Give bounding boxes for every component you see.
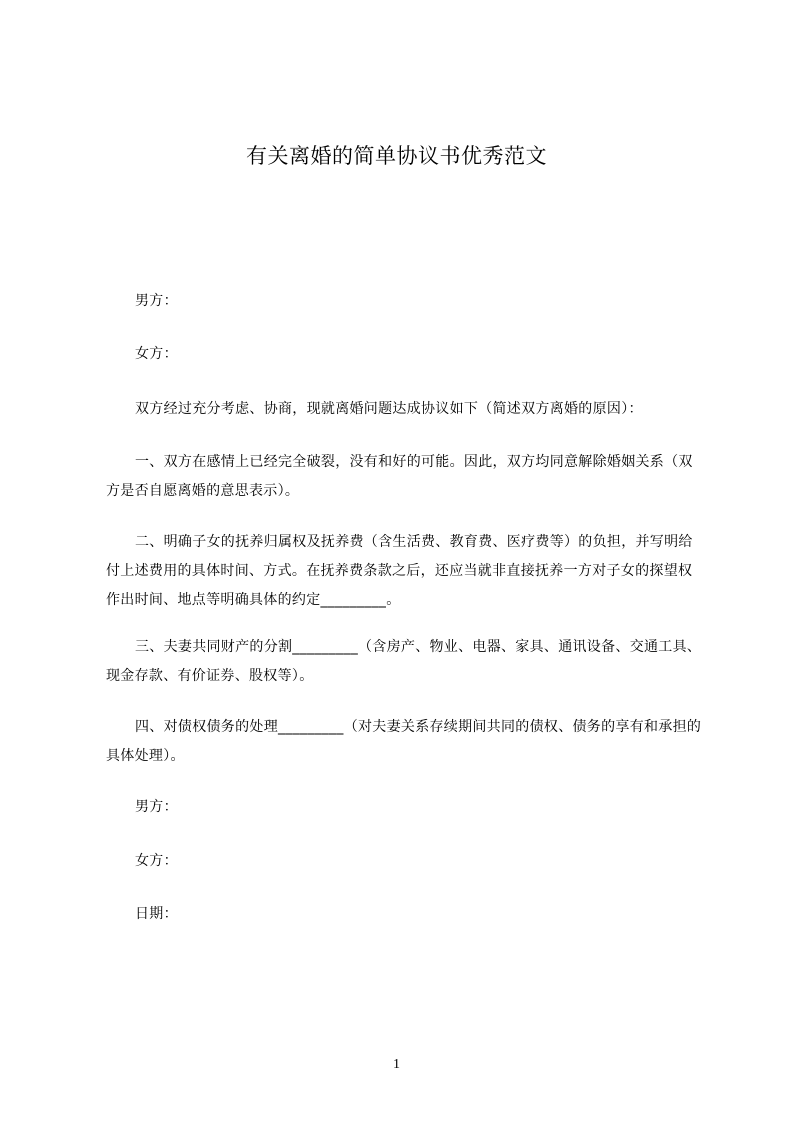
clause-two: 二、明确子女的抚养归属权及抚养费（含生活费、教育费、医疗费等）的负担，并写明给付上述费用的具体时间、方式。在抚养费条款之后，还应当就非直接抚养一方对子女的探望权作出时间、地点等明确具体的约定_________。	[106, 534, 693, 608]
female-signature-line: 女方：	[135, 853, 178, 869]
document-title: 有关离婚的简单协议书优秀范文	[246, 144, 547, 168]
page-number: 1	[393, 1057, 400, 1072]
clause-three: 三、夫妻共同财产的分割_________（含房产、物业、电器、家具、通讯设备、交通工具、现金存款、有价证券、股权等）。	[106, 639, 702, 684]
female-party-line: 女方：	[135, 346, 178, 362]
male-party-line: 男方：	[135, 293, 178, 309]
date-line: 日期：	[135, 906, 178, 922]
male-signature-line: 男方：	[135, 799, 178, 815]
clause-four: 四、对债权债务的处理_________（对夫妻关系存续期间共同的债权、债务的享有和承担的具体处理）。	[106, 719, 702, 764]
clause-one: 一、双方在感情上已经完全破裂，没有和好的可能。因此，双方均同意解除婚姻关系（双方是否自愿离婚的意思表示）。	[106, 454, 693, 499]
agreement-intro: 双方经过充分考虑、协商，现就离婚问题达成协议如下（简述双方离婚的原因）：	[135, 401, 643, 417]
